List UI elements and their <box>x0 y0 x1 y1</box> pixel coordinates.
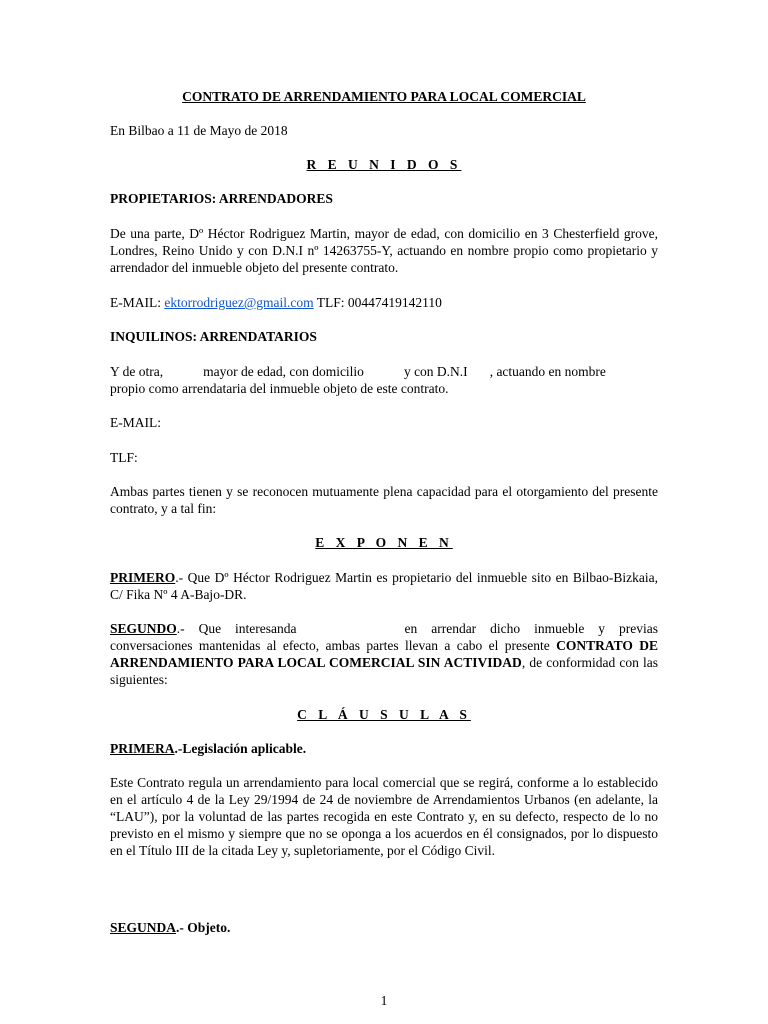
segundo-label: SEGUNDO <box>110 621 177 636</box>
segunda-heading <box>110 919 658 936</box>
exponen-heading: E X P O N E N <box>315 535 453 550</box>
propietario-contact-line <box>110 294 658 311</box>
contract-title: CONTRATO DE ARRENDAMIENTO PARA LOCAL COMERCIAL <box>182 89 586 104</box>
prop-tlf-value: 00447419142110 <box>347 295 442 310</box>
inquilino-tlf-label: TLF: <box>110 450 138 465</box>
primera-title: .-Legislación aplicable. <box>174 741 307 756</box>
primera-label: PRIMERA <box>110 741 175 756</box>
inquilino-email-label: E-MAIL: <box>110 415 161 430</box>
primero-text: .- Que Dº Héctor Rodriguez Martin es propietario del inmueble sito en Bilbao-Bizkaia, C/ Fika Nº 4 A-Bajo-DR. <box>110 570 658 602</box>
segundo-text-1: .- Que interesanda <box>176 621 297 636</box>
inquilino-part-2: mayor de edad, con domicilio <box>203 364 364 379</box>
reunidos-heading: R E U N I D O S <box>306 157 462 172</box>
page-number: 1 <box>380 993 388 1008</box>
inquilino-line-1 <box>110 363 658 380</box>
inquilino-paragraph <box>110 363 658 397</box>
segunda-label: SEGUNDA <box>110 920 177 935</box>
inquilino-part-3: y con D.N.I <box>403 364 468 379</box>
inquilinos-heading: INQUILINOS: ARRENDATARIOS <box>110 329 317 344</box>
propietarios-heading: PROPIETARIOS: ARRENDADORES <box>110 191 333 206</box>
primero-label: PRIMERO <box>110 570 176 585</box>
capacidad-paragraph: Ambas partes tienen y se reconocen mutuamente plena capacidad para el otorgamiento del presente contrato, y a tal fin: <box>110 484 658 516</box>
date-line: En Bilbao a 11 de Mayo de 2018 <box>110 123 288 138</box>
segundo-text-2: en arrendar dicho inmueble y previas conversaciones mantenidas al efecto, ambas partes llevan a cabo el presente <box>110 621 658 653</box>
segundo-text-3: , de conformidad con las siguientes: <box>110 655 658 687</box>
inquilino-line-2: propio como arrendataria del inmueble objeto de este contrato. <box>110 381 449 396</box>
prop-email-label: E-MAIL: <box>110 295 165 310</box>
inquilino-part-4: , actuando en nombre <box>489 364 606 379</box>
prop-tlf-label: TLF: <box>313 295 348 310</box>
segunda-title: .- Objeto. <box>176 920 231 935</box>
primera-heading <box>110 740 658 757</box>
primera-paragraph: Este Contrato regula un arrendamiento para local comercial que se regirá, conforme a lo establecido en el artículo 4 de la Ley 29/1994 de 24 de noviembre de Arrendamientos Urbanos (en adelante, la “LAU”), por la voluntad de las partes recogida en este Contrato y, en su defecto, respecto de lo no previsto en el mismo y siempre que no se oponga a los acuerdos en él consignados, por lo dispuesto en el Título III de la citada Ley y, supletoriamente, por el Código Civil. <box>110 775 658 858</box>
segundo-paragraph <box>110 620 658 688</box>
clausulas-heading: C L Á U S U L A S <box>297 707 471 722</box>
segundo-bold: CONTRATO DE ARRENDAMIENTO PARA LOCAL COMERCIAL SIN ACTIVIDAD <box>110 638 659 670</box>
primero-paragraph <box>110 569 658 603</box>
inquilino-part-1: Y de otra, <box>110 364 164 379</box>
prop-email-link[interactable]: ektorrodriguez@gmail.com <box>164 295 314 310</box>
propietario-paragraph: De una parte, Dº Héctor Rodriguez Martin, mayor de edad, con domicilio en 3 Chesterfield grove, Londres, Reino Unido y con D.N.I nº 14263755-Y, actuando en nombre propio como propietario y arrendador del inmueble objeto del presente contrato. <box>110 226 658 275</box>
